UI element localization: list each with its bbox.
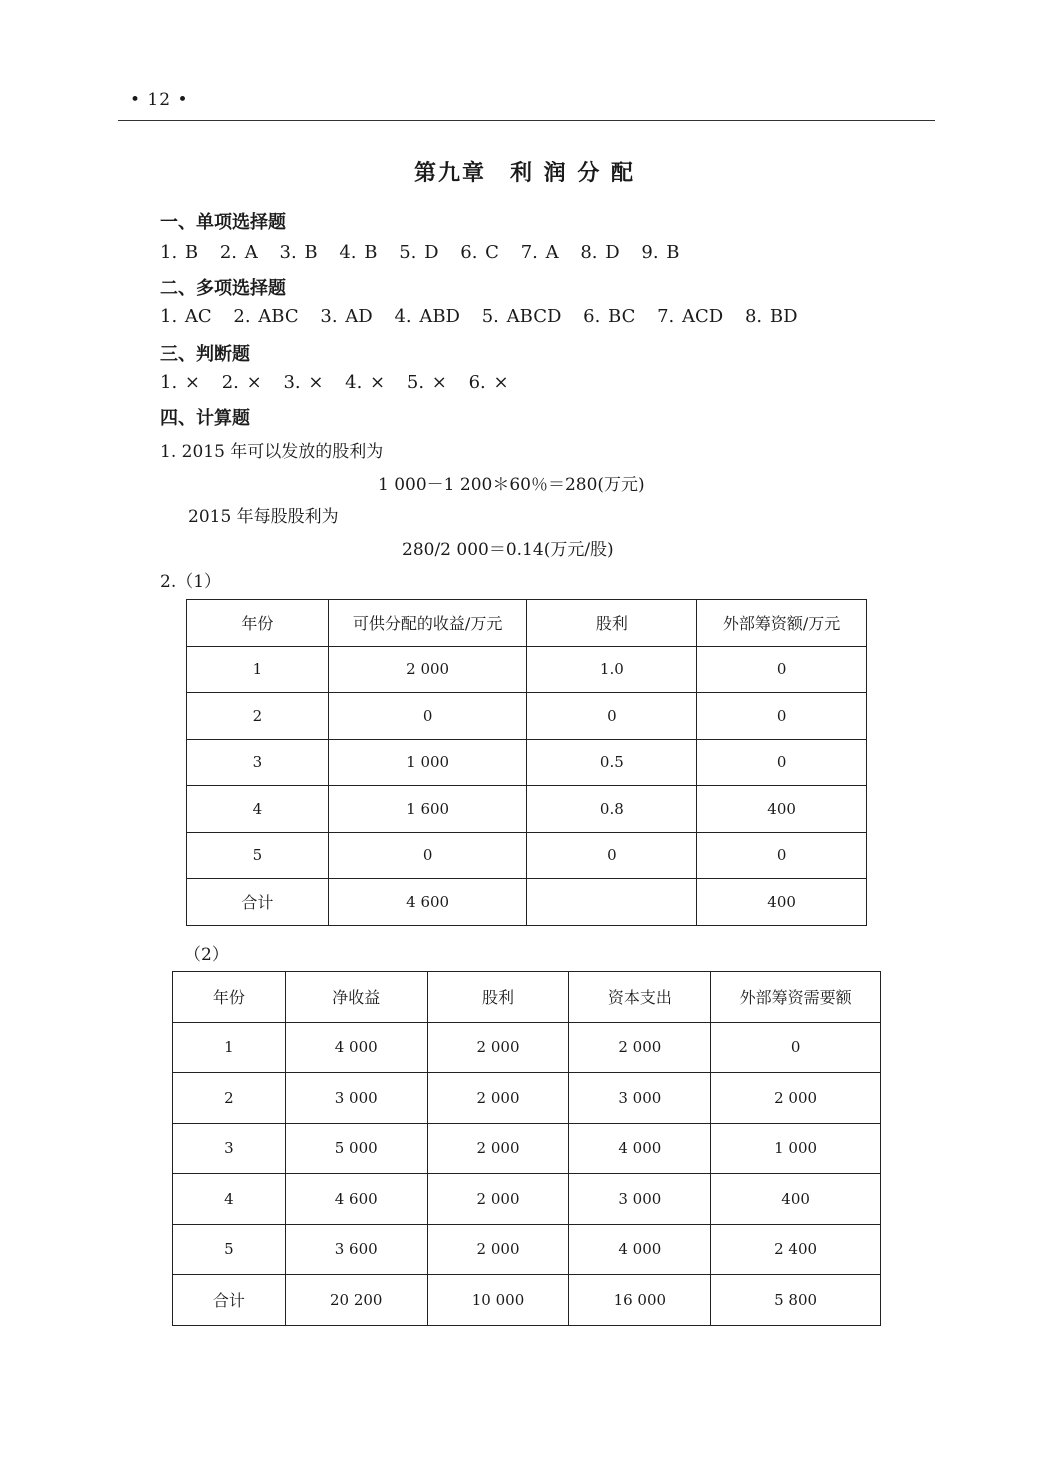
table-row [173, 1073, 881, 1124]
section-heading-single-choice: 一、单项选择题 [160, 212, 286, 233]
table-cell: 3 000 [569, 1174, 711, 1225]
answer: 3. AD [320, 306, 373, 327]
answers-multi-choice [160, 306, 812, 327]
answer: 4. × [345, 372, 386, 393]
table-row [173, 1224, 881, 1275]
table-header-row [187, 600, 867, 647]
answer: 9. B [641, 242, 680, 263]
table-row [187, 786, 867, 833]
table-cell: 1 [173, 1022, 286, 1073]
table-header-row [173, 972, 881, 1023]
table-header-cell: 可供分配的收益/万元 [328, 600, 527, 647]
table-cell: 2 000 [427, 1174, 569, 1225]
table-cell: 2 000 [328, 646, 527, 693]
answer: 2. A [219, 242, 258, 263]
table-header-cell: 净收益 [285, 972, 427, 1023]
table-header-cell: 年份 [173, 972, 286, 1023]
section-heading-multi-choice: 二、多项选择题 [160, 278, 286, 299]
q2-part1-label: 2.（1） [160, 572, 222, 592]
table-cell: 2 000 [427, 1123, 569, 1174]
table-total-row [187, 879, 867, 926]
answer: 1. B [160, 242, 199, 263]
table-dividend-1 [186, 599, 867, 926]
table-cell: 10 000 [427, 1275, 569, 1326]
table-cell: 4 [173, 1174, 286, 1225]
answers-true-false [160, 372, 523, 393]
q1-text-1: 1. 2015 年可以发放的股利为 [160, 442, 384, 462]
table-cell: 400 [697, 786, 867, 833]
table-cell: 1 600 [328, 786, 527, 833]
table-cell: 合计 [173, 1275, 286, 1326]
answer: 3. × [283, 372, 324, 393]
table-cell: 2 000 [569, 1022, 711, 1073]
answer: 1. AC [160, 306, 212, 327]
table-cell: 5 800 [711, 1275, 881, 1326]
table-cell: 16 000 [569, 1275, 711, 1326]
table-cell: 0 [711, 1022, 881, 1073]
q1-formula-2: 280/2 000＝0.14(万元/股) [402, 540, 614, 560]
table-row [187, 646, 867, 693]
table-cell: 0 [697, 832, 867, 879]
table-header-cell: 外部筹资需要额 [711, 972, 881, 1023]
chapter-title: 第九章 利 润 分 配 [414, 161, 635, 186]
table-cell: 5 [173, 1224, 286, 1275]
table-header-cell: 股利 [427, 972, 569, 1023]
table-row [173, 1174, 881, 1225]
answers-single-choice [160, 242, 694, 263]
table-row [187, 832, 867, 879]
table-dividend-2 [172, 971, 881, 1326]
table-cell: 2 400 [711, 1224, 881, 1275]
answer: 4. B [339, 242, 378, 263]
table-cell: 20 200 [285, 1275, 427, 1326]
table-header-cell: 资本支出 [569, 972, 711, 1023]
answer: 8. D [580, 242, 620, 263]
table-cell: 4 000 [569, 1123, 711, 1174]
table-cell: 3 [173, 1123, 286, 1174]
table-cell: 4 000 [569, 1224, 711, 1275]
table-cell: 0 [697, 693, 867, 740]
table-header-cell: 外部筹资额/万元 [697, 600, 867, 647]
table-cell: 1.0 [527, 646, 697, 693]
table-cell: 0 [328, 832, 527, 879]
table-cell: 2 000 [427, 1224, 569, 1275]
answer: 7. A [520, 242, 559, 263]
table-cell: 2 000 [427, 1022, 569, 1073]
table-cell: 4 [187, 786, 329, 833]
answer: 6. × [468, 372, 509, 393]
table-cell: 0 [697, 646, 867, 693]
table-cell: 2 000 [711, 1073, 881, 1124]
table-row [173, 1022, 881, 1073]
table-cell: 0 [697, 739, 867, 786]
answer: 7. ACD [657, 306, 724, 327]
answer: 2. ABC [233, 306, 299, 327]
q2-part2-label: （2） [184, 945, 229, 965]
table-header-cell: 股利 [527, 600, 697, 647]
answer: 1. × [160, 372, 200, 393]
table-cell: 0.8 [527, 786, 697, 833]
q1-formula-1: 1 000－1 200＊60％＝280(万元) [378, 475, 645, 495]
table-total-row [173, 1275, 881, 1326]
answer: 2. × [221, 372, 262, 393]
table-cell: 1 [187, 646, 329, 693]
page-number: • 12 • [130, 90, 189, 110]
answer: 5. ABCD [481, 306, 562, 327]
table-row [173, 1123, 881, 1174]
section-heading-true-false: 三、判断题 [160, 344, 250, 365]
table-cell: 合计 [187, 879, 329, 926]
q1-text-2: 2015 年每股股利为 [188, 507, 339, 527]
table-cell: 2 [187, 693, 329, 740]
table-row [187, 693, 867, 740]
table-cell: 1 000 [328, 739, 527, 786]
table-cell: 3 600 [285, 1224, 427, 1275]
table-cell: 4 000 [285, 1022, 427, 1073]
table-cell: 2 [173, 1073, 286, 1124]
table-cell: 3 000 [285, 1073, 427, 1124]
table-cell: 5 000 [285, 1123, 427, 1174]
table-cell: 400 [697, 879, 867, 926]
section-heading-calculation: 四、计算题 [160, 408, 250, 429]
header-rule [118, 120, 935, 121]
answer: 5. D [399, 242, 439, 263]
table-cell: 0 [328, 693, 527, 740]
table-header-cell: 年份 [187, 600, 329, 647]
table-row [187, 739, 867, 786]
table-cell [527, 879, 697, 926]
table-cell: 3 [187, 739, 329, 786]
table-cell: 1 000 [711, 1123, 881, 1174]
table-cell: 4 600 [328, 879, 527, 926]
table-cell: 0 [527, 693, 697, 740]
table-cell: 4 600 [285, 1174, 427, 1225]
answer: 4. ABD [394, 306, 460, 327]
table-cell: 0 [527, 832, 697, 879]
answer: 8. BD [744, 306, 798, 327]
answer: 3. B [279, 242, 318, 263]
table-cell: 2 000 [427, 1073, 569, 1124]
answer: 5. × [406, 372, 447, 393]
table-cell: 0.5 [527, 739, 697, 786]
table-cell: 3 000 [569, 1073, 711, 1124]
answer: 6. C [460, 242, 499, 263]
table-cell: 400 [711, 1174, 881, 1225]
table-cell: 5 [187, 832, 329, 879]
answer: 6. BC [583, 306, 636, 327]
